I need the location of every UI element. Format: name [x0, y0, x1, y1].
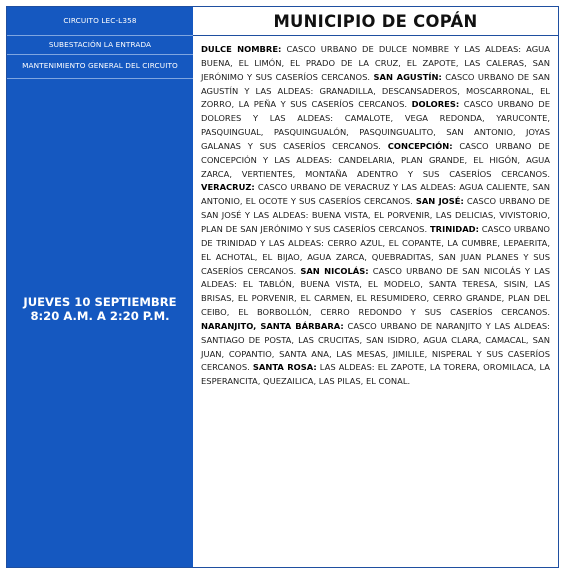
substation-label: SUBESTACIÓN LA ENTRADA — [7, 36, 193, 55]
municipality-areas: CASCO URBANO DE DOLORES Y LAS ALDEAS: CAMALOTE, VEGA REDONDA, YARUCONTE, PASQUINGUAL, PASQUINGUALÓN, PASQUINGUALITO, SAN ANTONIO, JOYAS GALANAS Y SUS CASERÍOS CERCANOS. — [201, 99, 550, 151]
sidebar — [7, 7, 193, 567]
municipality-name: SAN NICOLÁS: — [300, 265, 369, 276]
main-panel — [193, 7, 558, 567]
outage-notice-card — [6, 6, 559, 568]
page-title: MUNICIPIO DE COPÁN — [193, 7, 558, 36]
municipality-areas: CASCO URBANO DE TRINIDAD Y LAS ALDEAS: CERRO AZUL, EL COPANTE, LA CUMBRE, LEPAERITA, EL ACHOTAL, EL BIJAO, AGUA ZARCA, QUEBRADITAS, SAN JUAN PLANES Y SUS CASERÍOS CERCANOS. — [201, 223, 551, 276]
municipality-name: VERACRUZ: — [201, 182, 255, 193]
municipality-areas: CASCO URBANO DE SAN AGUSTÍN Y LAS ALDEAS: GRANADILLA, DESCANSADEROS, MOSCARRONAL, EL ZORRO, LA PEÑA Y SUS CASERÍOS CERCANOS. — [201, 71, 551, 110]
schedule-block — [7, 79, 193, 567]
municipality-areas: CASCO URBANO DE SAN JOSÉ Y LAS ALDEAS: BUENA VISTA, EL PORVENIR, LAS DELICIAS, VIVISTORIO, PLAN DE SAN JERÓNIMO Y SUS CASERÍOS CERCANOS. — [201, 196, 551, 234]
municipality-areas: CASCO URBANO DE SAN NICOLÁS Y LAS ALDEAS: EL TABLÓN, BUENA VISTA, EL MODELO, SANTA TERESA, SISIN, LAS BRISAS, EL PORVENIR, EL CARMEN, EL RESUMIDERO, CERRO GRANDE, PLAN DEL CEIBO, EL BORBOLLÓN, CERRO REDONDO Y SUS CASERÍOS CERCANOS. — [201, 265, 551, 318]
municipality-name: TRINIDAD: — [429, 223, 479, 234]
municipality-name: SANTA ROSA: — [252, 362, 317, 373]
municipality-name: NARANJITO, SANTA BÁRBARA: — [201, 320, 344, 331]
municipality-name: SAN AGUSTÍN: — [373, 71, 442, 82]
municipality-name: SAN JOSÉ: — [415, 196, 464, 207]
schedule-time: 8:20 A.M. A 2:20 P.M. — [30, 309, 170, 323]
municipality-name: CONCEPCIÓN: — [387, 140, 453, 151]
schedule-date: JUEVES 10 SEPTIEMBRE — [23, 294, 177, 309]
municipality-areas: CASCO URBANO DE CONCEPCIÓN Y LAS ALDEAS: CANDELARIA, PLAN GRANDE, EL HIGÓN, AGUA ZARCA, VERTIENTES, MONTAÑA ADENTRO Y SUS CASERÍOS CERCANOS. — [201, 140, 550, 179]
affected-areas-text — [193, 36, 558, 389]
work-type-label: MANTENIMIENTO GENERAL DEL CIRCUITO — [7, 55, 193, 79]
municipality-name: DOLORES: — [411, 99, 460, 110]
municipality-areas: CASCO URBANO DE VERACRUZ Y LAS ALDEAS: AGUA CALIENTE, SAN ANTONIO, EL OCOTE Y SUS CASERÍOS CERCANOS. — [201, 182, 550, 207]
municipality-areas: CASCO URBANO DE NARANJITO Y LAS ALDEAS: SANTIAGO DE POSTA, LAS CRUCITAS, SAN ISIDRO, AGUA CLARA, CAMACAL, SAN JUAN, COPANTIO, SANTA ANA, LAS MESAS, JIMILILE, NISPERAL Y SUS CASERÍOS CERCANOS. — [201, 320, 550, 373]
municipality-areas: LAS ALDEAS: EL ZAPOTE, LA TORERA, OROMILACA, LA ESPERANCITA, QUEZAILICA, LAS PILAS, EL CONAL. — [201, 362, 550, 387]
circuit-label: CIRCUITO LEC-L358 — [7, 7, 193, 36]
municipality-name: DULCE NOMBRE: — [201, 44, 282, 54]
municipality-areas: CASCO URBANO DE DULCE NOMBRE Y LAS ALDEAS: AGUA BUENA, EL LIMÓN, EL PRADO DE LA CRUZ, EL ZAPOTE, LAS CALERAS, SAN JERÓNIMO Y SUS CASERÍOS CERCANOS. — [201, 44, 550, 82]
